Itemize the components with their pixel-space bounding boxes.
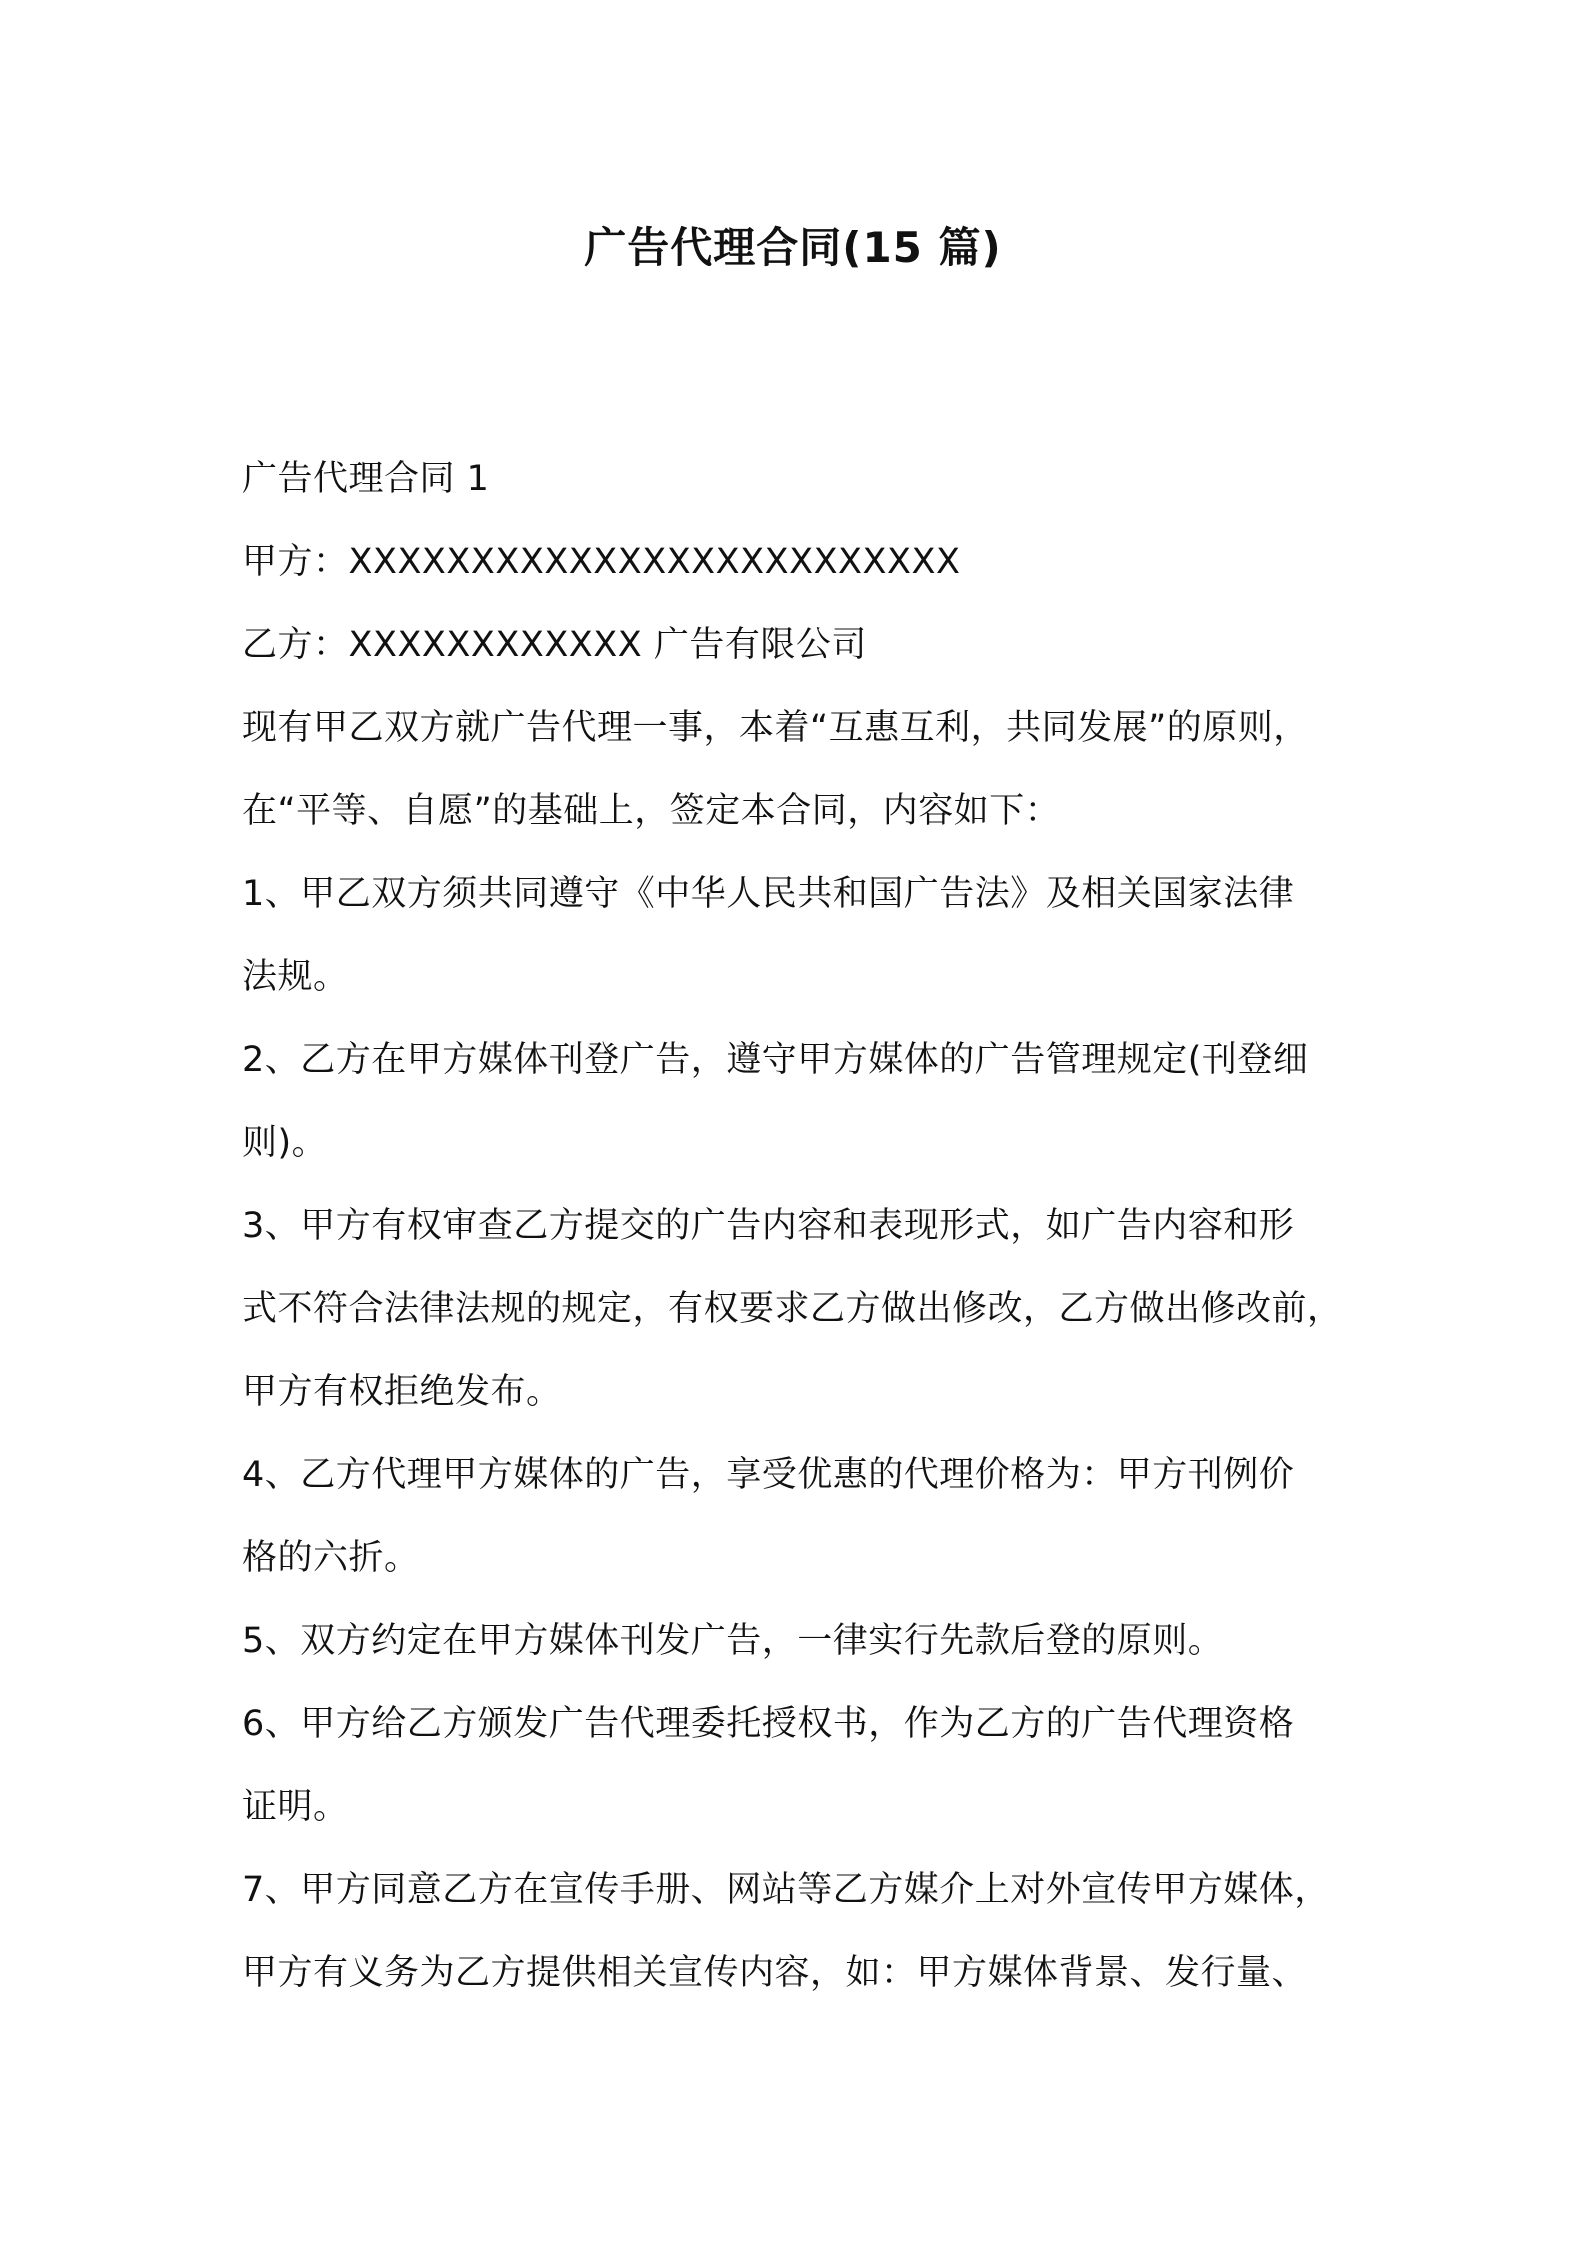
- clause-4-line: 格的六折。: [242, 1538, 420, 1578]
- paragraph-line: 在“平等、自愿”的基础上，签定本合同，内容如下：: [242, 791, 1061, 831]
- clause-3-line: 甲方有权拒绝发布。: [242, 1372, 562, 1412]
- party-b-line: 乙方：XXXXXXXXXXXX 广告有限公司: [242, 625, 867, 665]
- clause-6-line: 证明。: [242, 1787, 349, 1827]
- clause-7-line: 甲方有义务为乙方提供相关宣传内容，如：甲方媒体背景、发行量、: [242, 1953, 1308, 1993]
- clause-5-line: 5、双方约定在甲方媒体刊发广告，一律实行先款后登的原则。: [242, 1621, 1224, 1661]
- clause-2-line: 2、乙方在甲方媒体刊登广告，遵守甲方媒体的广告管理规定(刊登细: [242, 1040, 1309, 1080]
- clause-3-line: 式不符合法律法规的规定，有权要求乙方做出修改，乙方做出修改前，: [242, 1289, 1343, 1329]
- document-body: [242, 448, 1362, 2025]
- clause-1-line: 1、甲乙双方须共同遵守《中华人民共和国广告法》及相关国家法律: [242, 874, 1295, 914]
- paragraph-line: 现有甲乙双方就广告代理一事，本着“互惠互利，共同发展”的原则，: [242, 708, 1309, 748]
- clause-6-line: 6、甲方给乙方颁发广告代理委托授权书，作为乙方的广告代理资格: [242, 1704, 1295, 1744]
- party-a-line: 甲方：XXXXXXXXXXXXXXXXXXXXXXXXX: [242, 542, 961, 582]
- clause-4-line: 4、乙方代理甲方媒体的广告，享受优惠的代理价格为：甲方刊例价: [242, 1455, 1295, 1495]
- clause-7-line: 7、甲方同意乙方在宣传手册、网站等乙方媒介上对外宣传甲方媒体，: [242, 1870, 1330, 1910]
- clause-1-line: 法规。: [242, 957, 349, 997]
- clause-3-line: 3、甲方有权审查乙方提交的广告内容和表现形式，如广告内容和形: [242, 1206, 1295, 1246]
- document-title: 广告代理合同(15 篇): [584, 223, 1002, 272]
- section-heading: 广告代理合同 1: [242, 459, 490, 499]
- clause-2-line: 则)。: [242, 1123, 328, 1163]
